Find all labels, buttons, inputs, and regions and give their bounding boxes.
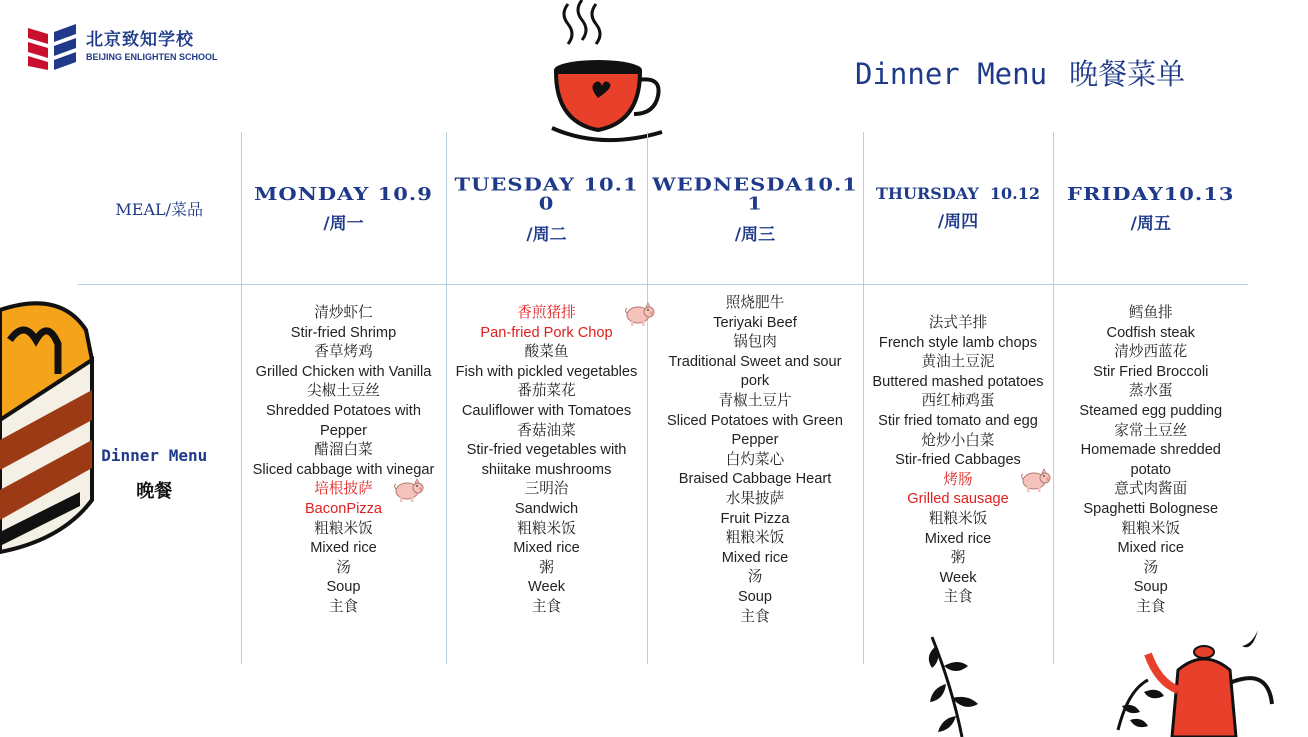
menu-item [1054, 578, 1249, 598]
school-name-cn: 北京致知学校 [86, 30, 194, 51]
menu-item [864, 412, 1053, 432]
menu-item [1054, 520, 1249, 540]
menu-item [1054, 304, 1249, 324]
menu-item-text: 粗粮米饭 [517, 520, 576, 537]
menu-item [864, 569, 1053, 589]
menu-item [648, 510, 863, 530]
menu-item-text: 香菇油菜 [517, 422, 576, 439]
menu-item-text: Stir fried tomato and egg [878, 412, 1038, 429]
menu-item-text: 香煎猪排 [517, 305, 576, 321]
menu-item-text: Soup [326, 579, 361, 596]
menu-item-text: 水果披萨 [725, 490, 785, 507]
page-title-en: Dinner Menu [855, 57, 1048, 91]
menu-item-text: 烤肠 [943, 471, 973, 488]
school-logo-icon [28, 24, 78, 70]
menu-item [864, 373, 1053, 393]
menu-item-text: 西红柿鸡蛋 [921, 393, 995, 410]
menu-item-text: 汤 [747, 569, 763, 586]
menu-item-text: Pepper [319, 422, 368, 439]
menu-item [648, 392, 863, 412]
menu-item-text: 粥 [539, 559, 554, 576]
menu-item [1054, 480, 1249, 500]
menu-list [447, 304, 647, 618]
menu-item-text: 番茄菜花 [517, 383, 576, 400]
menu-item-text: Codfish steak [1106, 324, 1195, 341]
menu-item-text: Mixed rice [1117, 540, 1184, 557]
menu-item-text: Stir-fried Shrimp [290, 324, 397, 341]
menu-item [447, 520, 647, 540]
menu-list [648, 294, 863, 627]
menu-item [864, 530, 1053, 550]
row-label-cn: 晚餐 [136, 481, 173, 502]
menu-item [242, 402, 446, 422]
day-name: FRIDAY10.13 [1067, 182, 1235, 204]
menu-item-text: Mixed rice [310, 540, 377, 557]
menu-item-text: 主食 [1136, 598, 1166, 615]
day-header-tuesday [446, 132, 647, 285]
menu-item [242, 304, 446, 324]
menu-cell-friday [1053, 285, 1248, 665]
menu-item [864, 432, 1053, 452]
menu-item [447, 480, 647, 500]
page-title-cn: 晚餐菜单 [1069, 57, 1186, 91]
menu-item [447, 578, 647, 598]
menu-item-text: BaconPizza [304, 500, 383, 517]
school-logo [28, 24, 218, 70]
menu-item [447, 422, 647, 442]
meal-header-cell [78, 132, 241, 285]
menu-item-text: Sliced cabbage with vinegar [252, 461, 435, 478]
menu-item-text: French style lamb chops [878, 334, 1038, 351]
menu-item [864, 490, 1053, 510]
menu-item-text: Steamed egg pudding [1079, 402, 1223, 419]
menu-item [648, 314, 863, 334]
menu-item-text: Mixed rice [924, 530, 992, 547]
menu-item [242, 363, 446, 383]
row-label-en: Dinner Menu [101, 446, 208, 465]
menu-item-text: Soup [1133, 579, 1168, 596]
menu-item-text: Grilled sausage [907, 491, 1009, 508]
menu-item [864, 510, 1053, 530]
menu-item [1054, 441, 1249, 461]
menu-item [242, 382, 446, 402]
menu-item [242, 598, 446, 618]
menu-item [447, 598, 647, 618]
menu-item-text: Sliced Potatoes with Green [666, 412, 844, 429]
menu-item [648, 529, 863, 549]
menu-item [648, 431, 863, 451]
menu-item-text: 家常土豆丝 [1114, 422, 1188, 439]
menu-item-text: Pan-fried Pork Chop [480, 324, 613, 341]
menu-item [1054, 343, 1249, 363]
menu-item-text: 清炒西蓝花 [1114, 344, 1188, 361]
menu-item-text: Soup [737, 588, 773, 605]
menu-item [864, 392, 1053, 412]
day-sub: /周二 [526, 224, 567, 245]
day-header-monday [241, 132, 446, 285]
day-sub: /周一 [323, 213, 364, 234]
day-name: MONDAY 10.9 [254, 182, 433, 204]
menu-item [648, 608, 863, 628]
menu-cell-thursday [863, 285, 1053, 665]
menu-item-text: pork [740, 373, 770, 390]
day-name: WEDNESDA10.11 [652, 173, 858, 214]
menu-item-text: 粗粮米饭 [314, 520, 373, 537]
menu-item-text: Week [939, 569, 977, 586]
menu-item-text: Buttered mashed potatoes [872, 373, 1044, 390]
menu-item [1054, 363, 1249, 383]
menu-item-text: 香草烤鸡 [314, 344, 373, 361]
menu-item [447, 500, 647, 520]
menu-item [447, 402, 647, 422]
menu-item [242, 559, 446, 579]
menu-item [648, 588, 863, 608]
day-sub: /周四 [937, 212, 979, 232]
menu-item [1054, 598, 1249, 618]
menu-cell-wednesday [647, 285, 863, 665]
menu-item [242, 422, 446, 442]
menu-item-text: 汤 [1143, 559, 1159, 576]
menu-item [648, 372, 863, 392]
menu-item-text: 粗粮米饭 [1121, 520, 1180, 537]
menu-item-text: Homemade shredded [1080, 442, 1221, 459]
menu-cell-monday [241, 285, 446, 665]
menu-item-text: Grilled Chicken with Vanilla [255, 363, 432, 380]
menu-item [1054, 559, 1249, 579]
menu-item-text: 主食 [943, 589, 973, 606]
meal-label: MEAL/菜品 [115, 199, 204, 219]
menu-item-text: Teriyaki Beef [713, 314, 797, 331]
day-sub: /周五 [1130, 213, 1171, 234]
menu-item [242, 539, 446, 559]
menu-item [242, 520, 446, 540]
menu-item-text: Week [527, 579, 566, 596]
menu-item [648, 549, 863, 569]
menu-item [1054, 539, 1249, 559]
menu-item-text: 醋溜白菜 [314, 442, 373, 459]
menu-item-text: Mixed rice [721, 549, 789, 566]
menu-item [447, 559, 647, 579]
menu-item-text: Mixed rice [513, 540, 580, 557]
menu-item-text: 锅包肉 [733, 334, 777, 351]
menu-item [648, 294, 863, 314]
day-header-wednesday [647, 132, 863, 285]
day-name: TUESDAY 10.10 [454, 173, 639, 214]
menu-item [242, 441, 446, 461]
menu-item [242, 500, 446, 520]
menu-item-text: 酸菜鱼 [524, 344, 569, 361]
menu-item-text: 法式羊排 [928, 315, 988, 331]
menu-item-text: 主食 [531, 598, 562, 615]
menu-item-text: shiitake mushrooms [481, 461, 612, 478]
menu-item-text: Stir Fried Broccoli [1093, 363, 1209, 380]
menu-item [1054, 402, 1249, 422]
menu-item [648, 568, 863, 588]
menu-item-text: Traditional Sweet and sour [668, 353, 842, 370]
menu-item [447, 304, 647, 324]
menu-item-text: 尖椒土豆丝 [307, 383, 380, 400]
menu-item-text: 三明治 [524, 481, 569, 498]
menu-item-text: 清炒虾仁 [314, 305, 373, 321]
menu-item-text: 意式肉酱面 [1114, 481, 1188, 498]
day-name: THURSDAY 10.12 [876, 184, 1040, 203]
menu-item-text: Spaghetti Bolognese [1083, 500, 1219, 517]
menu-item-text: Braised Cabbage Heart [678, 471, 832, 488]
page-title [855, 52, 1185, 93]
menu-table [78, 132, 1248, 664]
menu-item [447, 441, 647, 461]
menu-item [864, 334, 1053, 354]
menu-item-text: Cauliflower with Tomatoes [461, 402, 632, 419]
menu-item [648, 490, 863, 510]
menu-item-text: 培根披萨 [314, 481, 373, 498]
menu-item-text: 鳕鱼排 [1128, 305, 1173, 321]
menu-item-text: 白灼菜心 [725, 451, 785, 468]
menu-item [1054, 382, 1249, 402]
menu-item [648, 333, 863, 353]
menu-item [447, 382, 647, 402]
menu-item [864, 588, 1053, 608]
menu-item [447, 343, 647, 363]
menu-cell-tuesday [446, 285, 647, 665]
coffee-cup-icon [548, 0, 668, 152]
day-header-thursday [863, 132, 1053, 285]
menu-item [648, 412, 863, 432]
menu-item-text: Stir-fried vegetables with [466, 442, 627, 459]
menu-item [864, 549, 1053, 569]
menu-item [1054, 500, 1249, 520]
day-sub: /周三 [734, 224, 776, 245]
menu-item-text: potato [1130, 461, 1172, 478]
menu-item-text: 黄油土豆泥 [921, 354, 995, 371]
menu-item-text: 汤 [336, 559, 351, 576]
menu-item-text: 粥 [950, 550, 966, 567]
menu-item-text: 粗粮米饭 [725, 530, 785, 547]
menu-item-text: Fish with pickled vegetables [455, 363, 638, 380]
menu-list [864, 314, 1053, 608]
menu-item [447, 363, 647, 383]
menu-item [864, 314, 1053, 334]
menu-item [447, 461, 647, 481]
menu-item-text: 蒸水蛋 [1128, 383, 1173, 400]
school-name-en: BEIJING ENLIGHTEN SCHOOL [86, 51, 218, 62]
menu-item-text: Shredded Potatoes with [266, 402, 421, 419]
menu-item [242, 343, 446, 363]
menu-list [1054, 304, 1249, 618]
menu-item [1054, 461, 1249, 481]
menu-item [648, 451, 863, 471]
menu-item [242, 324, 446, 344]
menu-item-text: 照烧肥牛 [725, 295, 785, 311]
menu-item [447, 324, 647, 344]
menu-item [447, 539, 647, 559]
menu-item [648, 470, 863, 490]
menu-item [1054, 324, 1249, 344]
menu-item [864, 353, 1053, 373]
menu-item-text: Stir-fried Cabbages [895, 452, 1021, 469]
menu-list [242, 304, 446, 618]
menu-item [1054, 422, 1249, 442]
menu-item-text: 主食 [740, 608, 770, 625]
day-header-friday [1053, 132, 1248, 285]
menu-item-text: Fruit Pizza [720, 510, 790, 527]
menu-item-text: 主食 [328, 598, 359, 615]
menu-item-text: 青椒土豆片 [718, 392, 792, 409]
menu-item-text: 炝炒小白菜 [921, 432, 995, 449]
menu-item-text: 粗粮米饭 [928, 510, 988, 527]
menu-item-text: Pepper [731, 432, 779, 449]
menu-item [242, 578, 446, 598]
menu-item-text: Sandwich [514, 500, 579, 517]
row-label-cell [78, 285, 241, 665]
menu-item [648, 353, 863, 373]
